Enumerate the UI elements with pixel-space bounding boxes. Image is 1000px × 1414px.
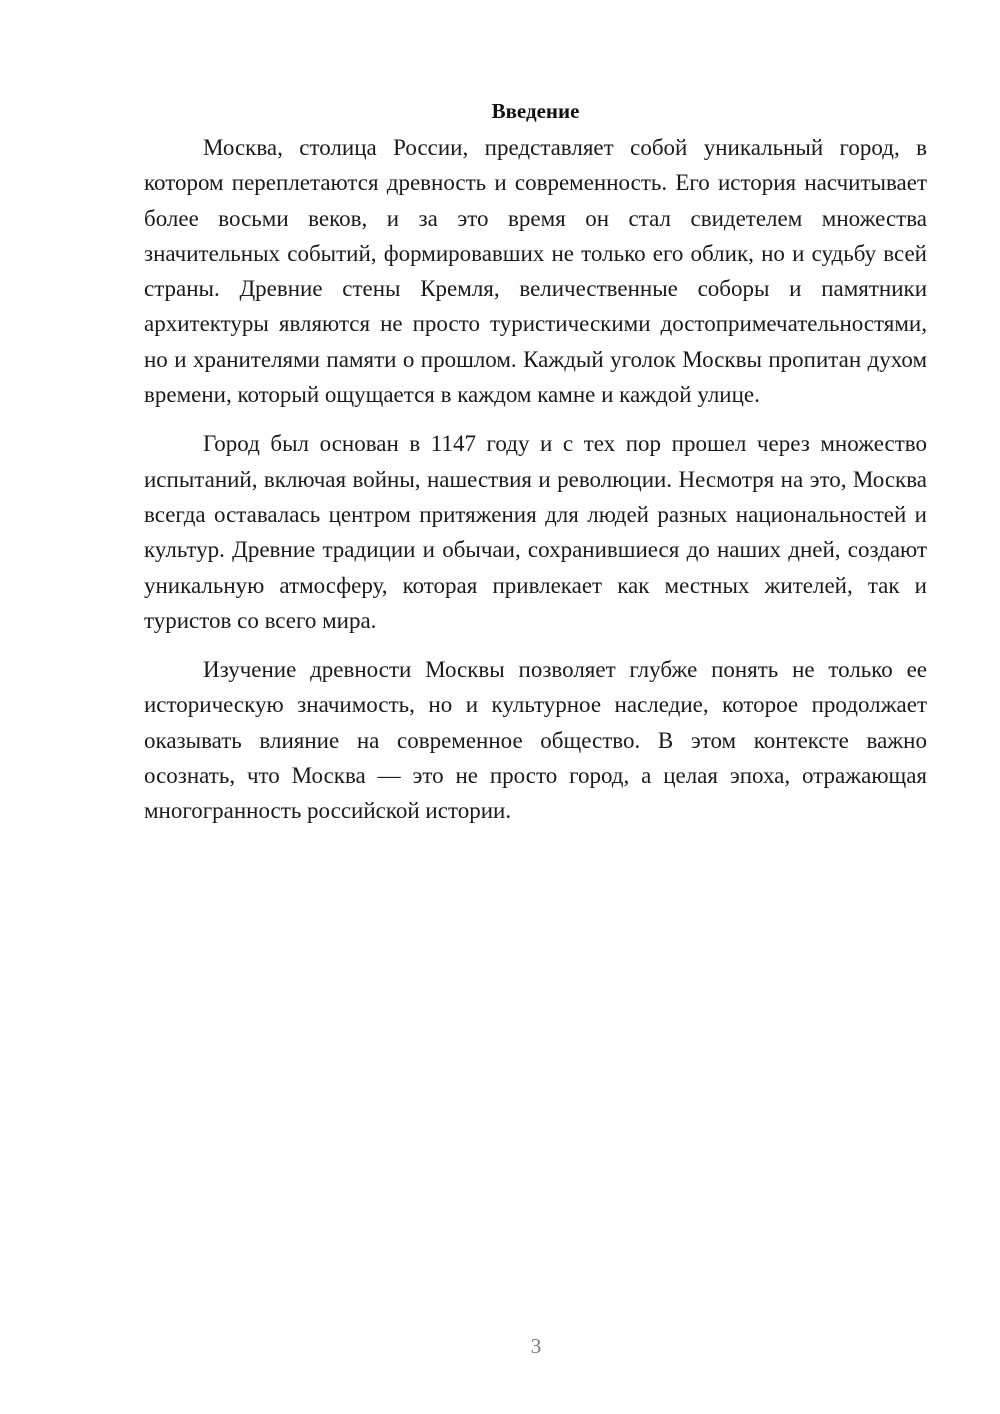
document-body — [144, 95, 927, 829]
paragraph-1: Москва, столица России, представляет собой уникальный город, в котором переплетаются древность и современность. Его история насчитывает более восьми веков, и за это время он стал свидетелем множества значительных событий, формировавших не только его облик, но и судьбу всей страны. Древние стены Кремля, величественные соборы и памятники архитектуры являются не просто туристическими достопримечательностями, но и хранителями памяти о прошлом. Каждый уголок Москвы пропитан духом времени, который ощущается в каждом камне и каждой улице. — [144, 135, 927, 408]
page-number: 3 — [530, 1334, 542, 1358]
paragraph-2: Город был основан в 1147 году и с тех пор прошел через множество испытаний, включая войны, нашествия и революции. Несмотря на это, Москва всегда оставалась центром притяжения для людей разных национальностей и культур. Древние традиции и обычаи, сохранившиеся до наших дней, создают уникальную атмосферу, которая привлекает как местных жителей, так и туристов со всего мира. — [144, 431, 927, 633]
section-heading: Введение — [491, 99, 580, 123]
paragraph-3: Изучение древности Москвы позволяет глубже понять не только ее историческую значимость, но и культурное наследие, которое продолжает оказывать влияние на современное общество. В этом контексте важно осознать, что Москва — это не просто город, а целая эпоха, отражающая многогранность российской истории. — [144, 657, 927, 824]
